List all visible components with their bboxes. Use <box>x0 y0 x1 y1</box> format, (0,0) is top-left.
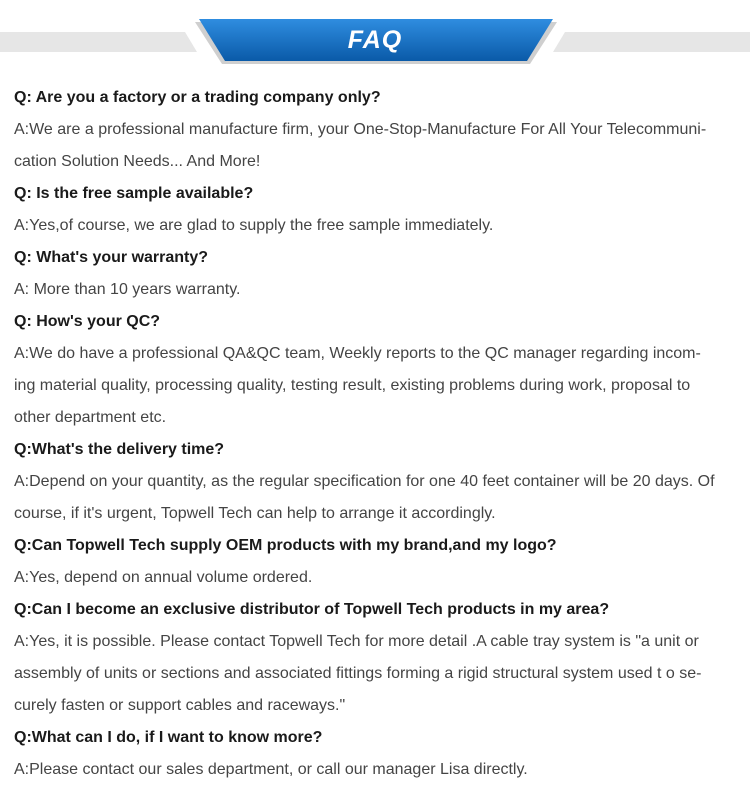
faq-answer-line: A:Please contact our sales department, or call our manager Lisa directly. <box>14 761 528 778</box>
banner-title: FAQ <box>347 26 403 54</box>
faq-answer-line: cation Solution Needs... And More! <box>14 153 261 170</box>
faq-banner <box>0 0 750 82</box>
faq-answer-line: assembly of units or sections and associated fittings forming a rigid structural system used t o se- <box>14 665 702 682</box>
faq-question: Q:What can I do, if I want to know more? <box>14 729 323 746</box>
faq-question: Q: How's your QC? <box>14 313 161 330</box>
faq-answer-line: A:Yes,of course, we are glad to supply the free sample immediately. <box>14 217 494 234</box>
faq-list <box>14 82 738 786</box>
faq-answer-line: A: More than 10 years warranty. <box>14 281 241 298</box>
faq-answer-line: A:Depend on your quantity, as the regular specification for one 40 feet container will be 20 days. Of <box>14 473 715 490</box>
faq-answer-line: curely fasten or support cables and raceways." <box>14 697 346 714</box>
faq-answer-line: A:We are a professional manufacture firm, your One-Stop-Manufacture For All Your Telecommuni- <box>14 121 707 138</box>
faq-answer-line: course, if it's urgent, Topwell Tech can help to arrange it accordingly. <box>14 505 496 522</box>
faq-answer-line: A:Yes, depend on annual volume ordered. <box>14 569 313 586</box>
faq-answer-line: ing material quality, processing quality, testing result, existing problems during work, proposal to <box>14 377 691 394</box>
faq-answer-line: other department etc. <box>14 409 167 426</box>
faq-question: Q:Can Topwell Tech supply OEM products with my brand,and my logo? <box>14 537 557 554</box>
faq-answer-line: A:Yes, it is possible. Please contact Topwell Tech for more detail .A cable tray system is "a unit or <box>14 633 699 650</box>
faq-question: Q:What's the delivery time? <box>14 441 225 458</box>
faq-question: Q:Can I become an exclusive distributor of Topwell Tech products in my area? <box>14 601 610 618</box>
faq-answer-line: A:We do have a professional QA&QC team, Weekly reports to the QC manager regarding incom- <box>14 345 701 362</box>
faq-question: Q: What's your warranty? <box>14 249 209 266</box>
faq-question: Q: Are you a factory or a trading company only? <box>14 89 381 106</box>
faq-question: Q: Is the free sample available? <box>14 185 254 202</box>
